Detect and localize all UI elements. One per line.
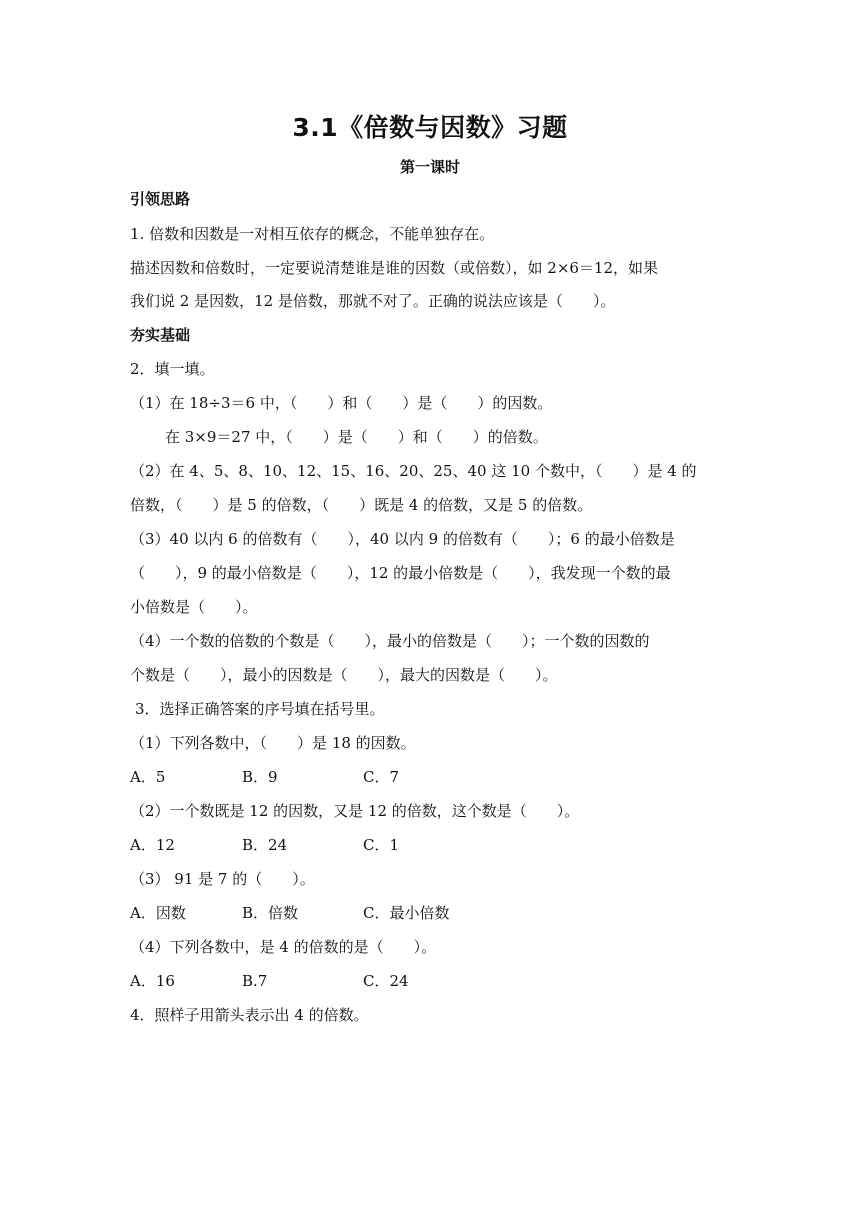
option-b: B．9 bbox=[242, 768, 278, 786]
question-2-4-line-2: 个数是（ ），最小的因数是（ ），最大的因数是（ ）。 bbox=[130, 666, 558, 684]
question-1-line-2: 描述因数和倍数时，一定要说清楚谁是谁的因数（或倍数），如 2×6＝12，如果 bbox=[130, 259, 659, 277]
question-2-3-line-2: （ ），9 的最小倍数是（ ），12 的最小倍数是（ ），我发现一个数的最 bbox=[130, 564, 671, 582]
option-a: A．12 bbox=[130, 836, 175, 854]
option-c: C．最小倍数 bbox=[363, 904, 450, 922]
option-a: A．16 bbox=[130, 972, 175, 990]
question-1-line-1: 1. 倍数和因数是一对相互依存的概念，不能单独存在。 bbox=[130, 225, 495, 243]
question-3-2: （2）一个数既是 12 的因数，又是 12 的倍数，这个数是（ ）。 bbox=[130, 802, 580, 820]
question-3-3: （3） 91 是 7 的（ ）。 bbox=[130, 870, 315, 888]
question-2-title: 2．填一填。 bbox=[130, 360, 215, 378]
question-3-1: （1）下列各数中，（ ）是 18 的因数。 bbox=[130, 734, 416, 752]
question-4-title: 4．照样子用箭头表示出 4 的倍数。 bbox=[130, 1006, 369, 1024]
option-c: C．24 bbox=[363, 972, 409, 990]
option-b: B.7 bbox=[242, 972, 268, 990]
question-2-1-line-1: （1）在 18÷3＝6 中，（ ）和（ ）是（ ）的因数。 bbox=[130, 394, 553, 412]
question-2-4-line-1: （4）一个数的倍数的个数是（ ），最小的倍数是（ ）；一个数的因数的 bbox=[130, 632, 650, 650]
option-c: C．7 bbox=[363, 768, 400, 786]
question-3-4: （4）下列各数中，是 4 的倍数的是（ ）。 bbox=[130, 938, 437, 956]
option-b: B．24 bbox=[242, 836, 288, 854]
option-c: C．1 bbox=[363, 836, 400, 854]
question-2-2-line-2: 倍数，（ ）是 5 的倍数，（ ）既是 4 的倍数，又是 5 的倍数。 bbox=[130, 496, 593, 514]
section-heading-basics: 夯实基础 bbox=[130, 326, 191, 344]
option-a: A．因数 bbox=[130, 904, 186, 922]
option-b: B．倍数 bbox=[242, 904, 299, 922]
question-2-3-line-3: 小倍数是（ ）。 bbox=[130, 598, 258, 616]
question-2-2-line-1: （2）在 4、5、8、10、12、15、16、20、25、40 这 10 个数中，（ ）是 4 的 bbox=[130, 462, 697, 480]
option-a: A．5 bbox=[130, 768, 166, 786]
question-2-3-line-1: （3）40 以内 6 的倍数有（ ），40 以内 9 的倍数有（ ）；6 的最小倍数是 bbox=[130, 530, 675, 548]
page-subtitle: 第一课时 bbox=[399, 158, 460, 176]
question-2-1-line-2: 在 3×9＝27 中，（ ）是（ ）和（ ）的倍数。 bbox=[165, 428, 548, 446]
page-title: 3.1《倍数与因数》习题 bbox=[292, 113, 568, 142]
section-heading-guide: 引领思路 bbox=[130, 190, 191, 208]
question-1-line-3: 我们说 2 是因数，12 是倍数，那就不对了。正确的说法应该是（ ）。 bbox=[130, 292, 616, 310]
question-3-title: 3．选择正确答案的序号填在括号里。 bbox=[135, 700, 385, 718]
